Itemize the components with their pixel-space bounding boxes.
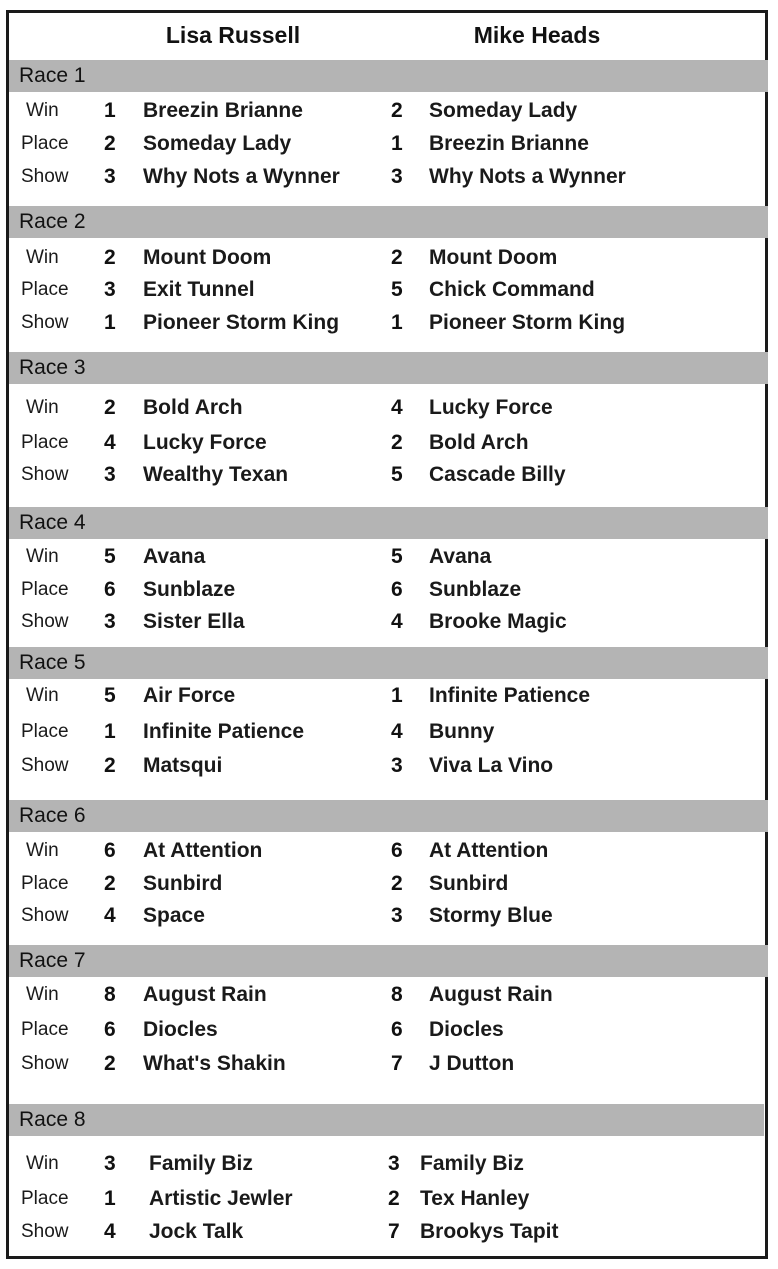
mike-horse-number: 4 [391, 396, 403, 419]
lisa-horse-number: 2 [104, 872, 116, 895]
mike-horse-name: Lucky Force [429, 396, 553, 419]
finish-position: Place [21, 1188, 69, 1209]
lisa-horse-number: 1 [104, 720, 116, 743]
finish-position: Show [21, 312, 69, 333]
race-bar [9, 800, 768, 832]
mike-horse-number: 5 [391, 545, 403, 568]
finish-position: Win [26, 100, 59, 121]
lisa-horse-number: 6 [104, 1018, 116, 1041]
mike-horse-name: Cascade Billy [429, 463, 566, 486]
mike-horse-number: 6 [391, 1018, 403, 1041]
finish-position: Place [21, 721, 69, 742]
lisa-horse-name: Air Force [143, 684, 236, 707]
lisa-horse-name: Lucky Force [143, 431, 267, 454]
mike-horse-number: 7 [391, 1052, 403, 1075]
pick-row [0, 1049, 778, 1079]
pick-row [0, 129, 778, 159]
lisa-horse-name: Family Biz [149, 1152, 253, 1175]
lisa-horse-name: What's Shakin [143, 1052, 286, 1075]
lisa-horse-name: Mount Doom [143, 246, 272, 269]
lisa-horse-name: Diocles [143, 1018, 218, 1041]
lisa-horse-number: 4 [104, 431, 116, 454]
lisa-horse-name: Infinite Patience [143, 720, 305, 743]
mike-horse-number: 7 [388, 1220, 400, 1243]
mike-horse-name: Sunbird [429, 872, 509, 895]
race-label: Race 1 [19, 64, 86, 87]
lisa-horse-name: Space [143, 904, 205, 927]
lisa-horse-number: 3 [104, 463, 116, 486]
mike-horse-name: Avana [429, 545, 492, 568]
lisa-horse-name: Wealthy Texan [143, 463, 289, 486]
mike-horse-number: 2 [391, 431, 403, 454]
lisa-horse-name: Jock Talk [149, 1220, 244, 1243]
mike-horse-number: 6 [391, 578, 403, 601]
pick-row [0, 428, 778, 458]
finish-position: Show [21, 755, 69, 776]
pick-row [0, 717, 778, 747]
lisa-horse-number: 1 [104, 1187, 116, 1210]
race-bar [9, 507, 768, 539]
lisa-horse-number: 5 [104, 684, 116, 707]
mike-horse-number: 1 [391, 311, 403, 334]
mike-horse-number: 8 [391, 983, 403, 1006]
race-label: Race 3 [19, 356, 86, 379]
race-bar [9, 1104, 764, 1136]
mike-horse-name: Brookys Tapit [420, 1220, 559, 1243]
race-label: Race 5 [19, 651, 86, 674]
mike-horse-name: Breezin Brianne [429, 132, 589, 155]
mike-horse-name: J Dutton [429, 1052, 515, 1075]
lisa-horse-number: 6 [104, 839, 116, 862]
lisa-horse-number: 2 [104, 246, 116, 269]
finish-position: Place [21, 579, 69, 600]
race-bar [9, 206, 768, 238]
finish-position: Show [21, 1221, 69, 1242]
finish-position: Win [26, 840, 59, 861]
mike-horse-number: 5 [391, 463, 403, 486]
mike-horse-name: Mount Doom [429, 246, 558, 269]
lisa-horse-name: Avana [143, 545, 206, 568]
lisa-horse-number: 2 [104, 1052, 116, 1075]
finish-position: Win [26, 397, 59, 418]
pick-row [0, 751, 778, 781]
pick-row [0, 836, 778, 866]
header-lisa-russell: Lisa Russell [165, 22, 301, 48]
mike-horse-name: At Attention [429, 839, 549, 862]
finish-position: Show [21, 464, 69, 485]
pick-row [0, 681, 778, 711]
lisa-horse-number: 4 [104, 1220, 116, 1243]
lisa-horse-name: At Attention [143, 839, 263, 862]
race-label: Race 7 [19, 949, 86, 972]
race-bar [9, 945, 768, 977]
mike-horse-number: 3 [388, 1152, 400, 1175]
pick-row [0, 869, 778, 899]
mike-horse-name: Brooke Magic [429, 610, 567, 633]
mike-horse-number: 2 [391, 872, 403, 895]
lisa-horse-number: 3 [104, 165, 116, 188]
finish-position: Win [26, 984, 59, 1005]
mike-horse-name: Sunblaze [429, 578, 522, 601]
finish-position: Show [21, 905, 69, 926]
finish-position: Win [26, 247, 59, 268]
pick-row [0, 275, 778, 305]
pick-row [0, 1184, 778, 1214]
mike-horse-name: Stormy Blue [429, 904, 553, 927]
lisa-horse-name: Matsqui [143, 754, 223, 777]
mike-horse-name: Diocles [429, 1018, 504, 1041]
lisa-horse-name: Exit Tunnel [143, 278, 255, 301]
header-mike-heads: Mike Heads [473, 22, 601, 48]
mike-horse-number: 2 [391, 99, 403, 122]
finish-position: Win [26, 546, 59, 567]
pick-row [0, 243, 778, 273]
mike-horse-name: Bunny [429, 720, 495, 743]
mike-horse-name: Infinite Patience [429, 684, 591, 707]
mike-horse-name: Viva La Vino [429, 754, 554, 777]
pick-row [0, 393, 778, 423]
lisa-horse-number: 2 [104, 754, 116, 777]
mike-horse-name: Bold Arch [429, 431, 529, 454]
mike-horse-name: Tex Hanley [420, 1187, 530, 1210]
finish-position: Place [21, 873, 69, 894]
finish-position: Place [21, 432, 69, 453]
lisa-horse-number: 3 [104, 1152, 116, 1175]
lisa-horse-name: Pioneer Storm King [143, 311, 340, 334]
race-bar [9, 647, 768, 679]
mike-horse-number: 3 [391, 754, 403, 777]
mike-horse-number: 2 [391, 246, 403, 269]
pick-row [0, 901, 778, 931]
pick-row [0, 1015, 778, 1045]
lisa-horse-number: 8 [104, 983, 116, 1006]
lisa-horse-number: 5 [104, 545, 116, 568]
pick-row [0, 980, 778, 1010]
pick-row [0, 1217, 778, 1247]
finish-position: Place [21, 133, 69, 154]
finish-position: Show [21, 611, 69, 632]
pick-row [0, 308, 778, 338]
pick-row [0, 607, 778, 637]
pick-row [0, 162, 778, 192]
finish-position: Win [26, 1153, 59, 1174]
lisa-horse-name: Sunbird [143, 872, 223, 895]
lisa-horse-name: Sunblaze [143, 578, 236, 601]
lisa-horse-number: 2 [104, 396, 116, 419]
finish-position: Place [21, 279, 69, 300]
finish-position: Show [21, 1053, 69, 1074]
mike-horse-name: Someday Lady [429, 99, 578, 122]
pick-row [0, 542, 778, 572]
lisa-horse-name: Sister Ella [143, 610, 245, 633]
mike-horse-number: 3 [391, 165, 403, 188]
pick-row [0, 96, 778, 126]
race-bar [9, 60, 768, 92]
lisa-horse-number: 4 [104, 904, 116, 927]
lisa-horse-name: August Rain [143, 983, 267, 1006]
mike-horse-number: 2 [388, 1187, 400, 1210]
mike-horse-number: 1 [391, 684, 403, 707]
mike-horse-name: Family Biz [420, 1152, 524, 1175]
finish-position: Win [26, 685, 59, 706]
mike-horse-number: 4 [391, 720, 403, 743]
race-label: Race 2 [19, 210, 86, 233]
mike-horse-number: 6 [391, 839, 403, 862]
race-label: Race 4 [19, 511, 86, 534]
lisa-horse-number: 1 [104, 99, 116, 122]
mike-horse-name: Pioneer Storm King [429, 311, 626, 334]
finish-position: Place [21, 1019, 69, 1040]
lisa-horse-name: Bold Arch [143, 396, 243, 419]
race-label: Race 8 [19, 1108, 86, 1131]
race-bar [9, 352, 768, 384]
mike-horse-name: Why Nots a Wynner [429, 165, 626, 188]
lisa-horse-number: 3 [104, 278, 116, 301]
lisa-horse-number: 3 [104, 610, 116, 633]
pick-row [0, 460, 778, 490]
finish-position: Show [21, 166, 69, 187]
race-label: Race 6 [19, 804, 86, 827]
lisa-horse-name: Someday Lady [143, 132, 292, 155]
lisa-horse-name: Why Nots a Wynner [143, 165, 340, 188]
pick-row [0, 575, 778, 605]
lisa-horse-name: Artistic Jewler [149, 1187, 293, 1210]
lisa-horse-number: 6 [104, 578, 116, 601]
lisa-horse-number: 1 [104, 311, 116, 334]
pick-row [0, 1149, 778, 1179]
lisa-horse-name: Breezin Brianne [143, 99, 303, 122]
mike-horse-name: August Rain [429, 983, 553, 1006]
mike-horse-number: 3 [391, 904, 403, 927]
lisa-horse-number: 2 [104, 132, 116, 155]
mike-horse-name: Chick Command [429, 278, 595, 301]
mike-horse-number: 1 [391, 132, 403, 155]
mike-horse-number: 5 [391, 278, 403, 301]
mike-horse-number: 4 [391, 610, 403, 633]
